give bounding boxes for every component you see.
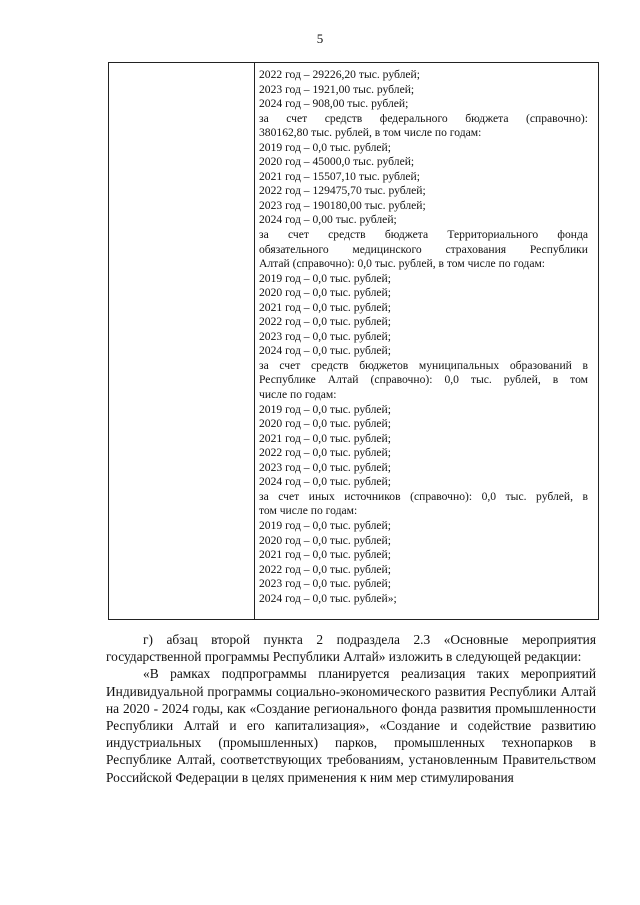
paragraph-amendment: г) абзац второй пункта 2 подраздела 2.3 «Основные мероприятия государственной программы Республики Алтай» изложить в следующей редакции: [106, 632, 596, 665]
cell-line: том числе по годам: [259, 504, 358, 518]
cell-line: 2021 год – 0,0 тыс. рублей; [259, 548, 391, 562]
cell-line: Алтай (справочно): 0,0 тыс. рублей, в том числе по годам: [259, 257, 546, 271]
cell-line: 2021 год – 0,0 тыс. рублей; [259, 300, 391, 314]
cell-line: 2020 год – 45000,0 тыс. рублей; [259, 155, 415, 169]
cell-line: 2023 год – 0,0 тыс. рублей; [259, 577, 391, 591]
cell-line: за счет иных источников (справочно): 0,0 тыс. рублей, в [259, 489, 588, 503]
budget-table [108, 62, 599, 620]
cell-line: 2023 год – 190180,00 тыс. рублей; [259, 198, 426, 212]
cell-line: 2022 год – 0,0 тыс. рублей; [259, 562, 391, 576]
cell-line: 380162,80 тыс. рублей, в том числе по годам: [259, 126, 482, 140]
cell-line: 2024 год – 908,00 тыс. рублей; [259, 97, 409, 111]
cell-line: 2023 год – 0,0 тыс. рублей; [259, 460, 391, 474]
cell-line: 2022 год – 129475,70 тыс. рублей; [259, 184, 426, 198]
cell-line: 2023 год – 1921,00 тыс. рублей; [259, 82, 415, 96]
cell-line: за счет средств федерального бюджета (справочно): [259, 111, 588, 125]
cell-line: 2019 год – 0,0 тыс. рублей; [259, 271, 391, 285]
page-number: 5 [316, 31, 324, 46]
cell-line: 2020 год – 0,0 тыс. рублей; [259, 417, 391, 431]
cell-line: числе по годам: [259, 388, 337, 402]
cell-line: 2019 год – 0,0 тыс. рублей; [259, 402, 391, 416]
cell-line: 2024 год – 0,0 тыс. рублей»; [259, 591, 397, 605]
cell-line: 2021 год – 15507,10 тыс. рублей; [259, 169, 420, 183]
body-text [106, 631, 596, 786]
cell-line: Республике Алтай (справочно): 0,0 тыс. рублей, в том [259, 373, 588, 387]
cell-line: 2022 год – 0,0 тыс. рублей; [259, 315, 391, 329]
cell-line: обязательного медицинского страхования Республики [259, 242, 588, 256]
paragraph-subprogram: «В рамках подпрограммы планируется реализация таких мероприятий Индивидуальной программы социально-экономического развития Республики Алтай на 2020 - 2024 годы, как «Создание регионального фонда развития промышленности Республики Алтай и его капитализация», «Создание и содействие развитию индустриальных (промышленных) парков, промышленных технопарков в Республике Алтай, соответствующих требованиям, установленным Правительством Российской Федерации в целях применения к ним мер стимулирования [106, 666, 596, 785]
funding-cell [259, 68, 588, 606]
cell-line: 2022 год – 0,0 тыс. рублей; [259, 446, 391, 460]
cell-line: 2023 год – 0,0 тыс. рублей; [259, 329, 391, 343]
column-divider [254, 63, 255, 619]
cell-line: 2019 год – 0,0 тыс. рублей; [259, 518, 391, 532]
cell-line: 2021 год – 0,0 тыс. рублей; [259, 431, 391, 445]
cell-line: 2020 год – 0,0 тыс. рублей; [259, 286, 391, 300]
cell-line: за счет средств бюджета Территориального фонда [259, 228, 588, 242]
cell-line: 2019 год – 0,0 тыс. рублей; [259, 140, 391, 154]
cell-line: 2020 год – 0,0 тыс. рублей; [259, 533, 391, 547]
cell-line: 2024 год – 0,0 тыс. рублей; [259, 475, 391, 489]
cell-line: за счет средств бюджетов муниципальных образований в [259, 358, 588, 372]
cell-line: 2022 год – 29226,20 тыс. рублей; [259, 68, 420, 81]
cell-line: 2024 год – 0,0 тыс. рублей; [259, 344, 391, 358]
cell-line: 2024 год – 0,00 тыс. рублей; [259, 213, 397, 227]
